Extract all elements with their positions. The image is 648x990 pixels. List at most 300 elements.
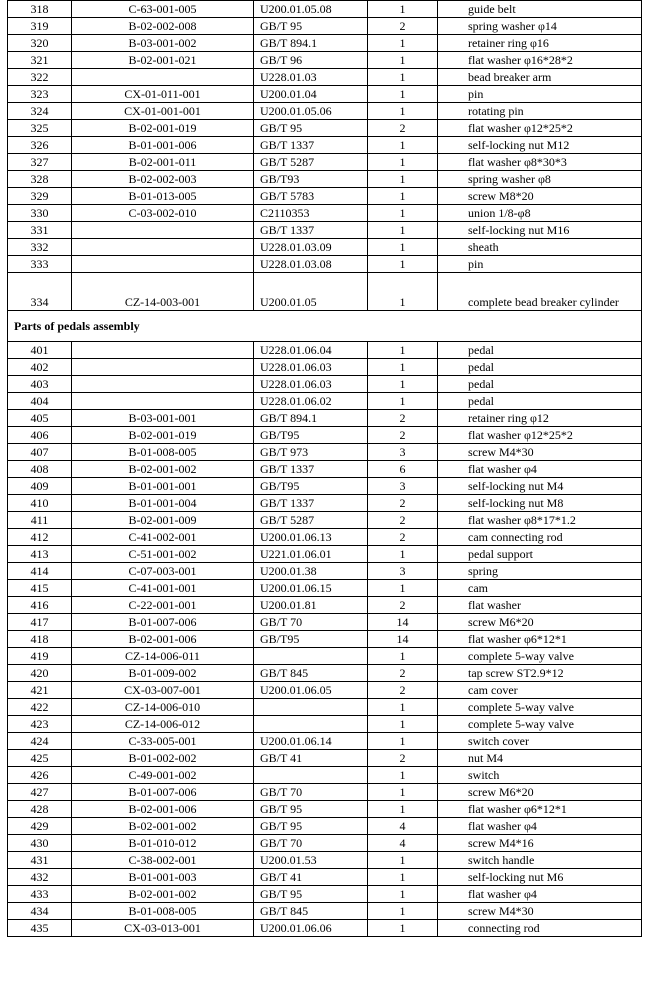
table-row — [8, 529, 642, 546]
cell-quantity: 1 — [368, 256, 438, 273]
table-row — [8, 920, 642, 937]
cell-description: retainer ring φ16 — [438, 35, 642, 52]
table-row — [8, 461, 642, 478]
cell-item-number: 424 — [8, 733, 72, 750]
cell-quantity: 1 — [368, 171, 438, 188]
cell-item-number: 411 — [8, 512, 72, 529]
cell-description: screw M4*30 — [438, 444, 642, 461]
table-row — [8, 682, 642, 699]
cell-item-number: 417 — [8, 614, 72, 631]
cell-part-code: B-02-001-006 — [72, 801, 254, 818]
cell-description: flat washer φ8*17*1.2 — [438, 512, 642, 529]
cell-standard-code: GB/T95 — [254, 427, 368, 444]
cell-item-number: 414 — [8, 563, 72, 580]
cell-quantity: 1 — [368, 869, 438, 886]
cell-description: switch — [438, 767, 642, 784]
cell-standard-code: U221.01.06.01 — [254, 546, 368, 563]
cell-part-code: CX-03-007-001 — [72, 682, 254, 699]
cell-quantity: 1 — [368, 69, 438, 86]
cell-standard-code: GB/T 894.1 — [254, 410, 368, 427]
cell-part-code: B-01-010-012 — [72, 835, 254, 852]
cell-description: pedal — [438, 359, 642, 376]
cell-standard-code: U228.01.03 — [254, 69, 368, 86]
cell-part-code: C-41-001-001 — [72, 580, 254, 597]
cell-standard-code: U200.01.53 — [254, 852, 368, 869]
cell-quantity: 2 — [368, 427, 438, 444]
cell-quantity: 3 — [368, 563, 438, 580]
cell-item-number: 322 — [8, 69, 72, 86]
cell-description: spring washer φ14 — [438, 18, 642, 35]
cell-quantity: 1 — [368, 222, 438, 239]
cell-part-code: C-41-002-001 — [72, 529, 254, 546]
table-row — [8, 835, 642, 852]
cell-description: complete 5-way valve — [438, 699, 642, 716]
cell-part-code: B-01-007-006 — [72, 784, 254, 801]
cell-standard-code: GB/T 973 — [254, 444, 368, 461]
table-row — [8, 273, 642, 311]
table-row — [8, 86, 642, 103]
cell-description: cam connecting rod — [438, 529, 642, 546]
table-row — [8, 665, 642, 682]
cell-part-code — [72, 376, 254, 393]
cell-quantity: 1 — [368, 35, 438, 52]
cell-quantity: 1 — [368, 342, 438, 359]
cell-quantity: 1 — [368, 137, 438, 154]
cell-item-number: 330 — [8, 205, 72, 222]
cell-description: retainer ring φ12 — [438, 410, 642, 427]
table-row — [8, 495, 642, 512]
cell-item-number: 408 — [8, 461, 72, 478]
table-row — [8, 444, 642, 461]
table-row — [8, 767, 642, 784]
cell-standard-code: U200.01.06.06 — [254, 920, 368, 937]
cell-quantity: 6 — [368, 461, 438, 478]
cell-quantity: 4 — [368, 818, 438, 835]
cell-item-number: 435 — [8, 920, 72, 937]
cell-part-code: B-01-013-005 — [72, 188, 254, 205]
cell-part-code: B-01-001-004 — [72, 495, 254, 512]
cell-quantity: 1 — [368, 103, 438, 120]
cell-item-number: 319 — [8, 18, 72, 35]
table-row — [8, 342, 642, 359]
table-row — [8, 478, 642, 495]
cell-standard-code: U200.01.06.13 — [254, 529, 368, 546]
cell-item-number: 423 — [8, 716, 72, 733]
cell-description: pedal — [438, 376, 642, 393]
cell-standard-code: GB/T 5783 — [254, 188, 368, 205]
table-row — [8, 648, 642, 665]
cell-item-number: 427 — [8, 784, 72, 801]
cell-item-number: 406 — [8, 427, 72, 444]
cell-description: complete 5-way valve — [438, 648, 642, 665]
cell-item-number: 434 — [8, 903, 72, 920]
cell-item-number: 318 — [8, 1, 72, 18]
cell-quantity: 1 — [368, 205, 438, 222]
cell-standard-code: U228.01.06.04 — [254, 342, 368, 359]
section-heading-row — [8, 311, 642, 342]
cell-item-number: 320 — [8, 35, 72, 52]
cell-description: screw M4*16 — [438, 835, 642, 852]
table-row — [8, 256, 642, 273]
cell-part-code: CX-03-013-001 — [72, 920, 254, 937]
cell-part-code: B-02-001-021 — [72, 52, 254, 69]
cell-item-number: 432 — [8, 869, 72, 886]
parts-table — [7, 0, 642, 937]
cell-standard-code: GB/T 41 — [254, 750, 368, 767]
cell-item-number: 324 — [8, 103, 72, 120]
cell-description: pin — [438, 256, 642, 273]
table-row — [8, 410, 642, 427]
table-row — [8, 733, 642, 750]
cell-part-code: B-02-001-011 — [72, 154, 254, 171]
cell-description: screw M6*20 — [438, 614, 642, 631]
cell-part-code: C-33-005-001 — [72, 733, 254, 750]
cell-part-code: B-01-001-001 — [72, 478, 254, 495]
cell-part-code: C-22-001-001 — [72, 597, 254, 614]
section-heading: Parts of pedals assembly — [8, 311, 642, 342]
cell-quantity: 1 — [368, 699, 438, 716]
parts-table-body — [8, 1, 642, 937]
cell-description: flat washer — [438, 597, 642, 614]
table-row — [8, 869, 642, 886]
cell-description: pedal — [438, 342, 642, 359]
cell-quantity: 1 — [368, 920, 438, 937]
cell-item-number: 426 — [8, 767, 72, 784]
cell-description: spring washer φ8 — [438, 171, 642, 188]
cell-quantity: 1 — [368, 154, 438, 171]
cell-description: flat washer φ4 — [438, 461, 642, 478]
cell-standard-code: GB/T 70 — [254, 784, 368, 801]
table-row — [8, 903, 642, 920]
cell-standard-code: C2110353 — [254, 205, 368, 222]
cell-item-number: 420 — [8, 665, 72, 682]
table-row — [8, 103, 642, 120]
cell-part-code: B-01-008-005 — [72, 903, 254, 920]
cell-part-code: B-01-002-002 — [72, 750, 254, 767]
table-row — [8, 120, 642, 137]
cell-description: self-locking nut M12 — [438, 137, 642, 154]
cell-quantity: 1 — [368, 376, 438, 393]
cell-item-number: 413 — [8, 546, 72, 563]
cell-standard-code: U200.01.06.15 — [254, 580, 368, 597]
table-row — [8, 1, 642, 18]
cell-quantity: 1 — [368, 188, 438, 205]
cell-quantity: 1 — [368, 359, 438, 376]
cell-item-number: 412 — [8, 529, 72, 546]
cell-quantity: 3 — [368, 444, 438, 461]
cell-description: flat washer φ8*30*3 — [438, 154, 642, 171]
table-row — [8, 222, 642, 239]
cell-description: pedal support — [438, 546, 642, 563]
cell-standard-code: U228.01.06.02 — [254, 393, 368, 410]
table-row — [8, 512, 642, 529]
cell-item-number: 326 — [8, 137, 72, 154]
cell-quantity: 2 — [368, 750, 438, 767]
cell-standard-code: GB/T 5287 — [254, 512, 368, 529]
cell-standard-code: U200.01.38 — [254, 563, 368, 580]
cell-item-number: 425 — [8, 750, 72, 767]
cell-standard-code — [254, 648, 368, 665]
cell-standard-code: U200.01.06.05 — [254, 682, 368, 699]
cell-item-number: 404 — [8, 393, 72, 410]
cell-description: pedal — [438, 393, 642, 410]
cell-standard-code: GB/T 95 — [254, 801, 368, 818]
cell-part-code — [72, 359, 254, 376]
cell-item-number: 402 — [8, 359, 72, 376]
cell-description: sheath — [438, 239, 642, 256]
cell-quantity: 1 — [368, 648, 438, 665]
cell-quantity: 1 — [368, 52, 438, 69]
cell-standard-code: U228.01.06.03 — [254, 376, 368, 393]
cell-part-code: B-01-001-006 — [72, 137, 254, 154]
cell-part-code — [72, 222, 254, 239]
cell-part-code — [72, 342, 254, 359]
cell-part-code — [72, 69, 254, 86]
table-row — [8, 716, 642, 733]
cell-item-number: 429 — [8, 818, 72, 835]
cell-quantity: 2 — [368, 120, 438, 137]
cell-standard-code: U228.01.03.09 — [254, 239, 368, 256]
cell-item-number: 323 — [8, 86, 72, 103]
cell-quantity: 2 — [368, 665, 438, 682]
cell-part-code: C-51-001-002 — [72, 546, 254, 563]
cell-description: pin — [438, 86, 642, 103]
cell-description: self-locking nut M4 — [438, 478, 642, 495]
cell-part-code: B-03-001-001 — [72, 410, 254, 427]
table-row — [8, 699, 642, 716]
cell-quantity: 1 — [368, 546, 438, 563]
cell-item-number: 327 — [8, 154, 72, 171]
cell-standard-code: GB/T 95 — [254, 818, 368, 835]
cell-standard-code: GB/T 95 — [254, 18, 368, 35]
table-row — [8, 750, 642, 767]
table-row — [8, 137, 642, 154]
cell-part-code: B-02-001-019 — [72, 427, 254, 444]
table-row — [8, 171, 642, 188]
cell-quantity: 1 — [368, 784, 438, 801]
cell-item-number: 333 — [8, 256, 72, 273]
cell-standard-code: GB/T 1337 — [254, 495, 368, 512]
cell-quantity: 2 — [368, 529, 438, 546]
cell-description: flat washer φ12*25*2 — [438, 427, 642, 444]
cell-description: tap screw ST2.9*12 — [438, 665, 642, 682]
cell-quantity: 2 — [368, 495, 438, 512]
cell-quantity: 1 — [368, 273, 438, 311]
cell-quantity: 1 — [368, 716, 438, 733]
cell-description: union 1/8-φ8 — [438, 205, 642, 222]
cell-part-code: B-02-001-009 — [72, 512, 254, 529]
cell-item-number: 407 — [8, 444, 72, 461]
cell-standard-code: GB/T 845 — [254, 903, 368, 920]
cell-item-number: 422 — [8, 699, 72, 716]
cell-part-code: B-02-001-019 — [72, 120, 254, 137]
cell-description: flat washer φ4 — [438, 886, 642, 903]
cell-item-number: 329 — [8, 188, 72, 205]
cell-standard-code: U200.01.06.14 — [254, 733, 368, 750]
cell-standard-code: GB/T 1337 — [254, 461, 368, 478]
cell-standard-code: GB/T 70 — [254, 614, 368, 631]
table-row — [8, 376, 642, 393]
cell-part-code — [72, 239, 254, 256]
cell-standard-code: GB/T93 — [254, 171, 368, 188]
cell-quantity: 2 — [368, 512, 438, 529]
cell-standard-code — [254, 699, 368, 716]
cell-item-number: 419 — [8, 648, 72, 665]
cell-standard-code: GB/T95 — [254, 478, 368, 495]
cell-part-code: CX-01-001-001 — [72, 103, 254, 120]
table-row — [8, 886, 642, 903]
cell-standard-code: U200.01.05 — [254, 273, 368, 311]
cell-item-number: 421 — [8, 682, 72, 699]
cell-description: complete 5-way valve — [438, 716, 642, 733]
cell-part-code: C-38-002-001 — [72, 852, 254, 869]
cell-item-number: 410 — [8, 495, 72, 512]
cell-part-code: B-01-009-002 — [72, 665, 254, 682]
cell-description: flat washer φ16*28*2 — [438, 52, 642, 69]
cell-item-number: 332 — [8, 239, 72, 256]
table-row — [8, 52, 642, 69]
cell-quantity: 1 — [368, 886, 438, 903]
cell-standard-code: GB/T 845 — [254, 665, 368, 682]
cell-item-number: 325 — [8, 120, 72, 137]
table-row — [8, 563, 642, 580]
cell-part-code: B-01-007-006 — [72, 614, 254, 631]
cell-description: rotating pin — [438, 103, 642, 120]
table-row — [8, 852, 642, 869]
cell-part-code: B-03-001-002 — [72, 35, 254, 52]
cell-description: nut M4 — [438, 750, 642, 767]
cell-standard-code: GB/T 70 — [254, 835, 368, 852]
cell-part-code: B-02-001-002 — [72, 461, 254, 478]
cell-part-code: CZ-14-006-011 — [72, 648, 254, 665]
cell-part-code: CZ-14-006-010 — [72, 699, 254, 716]
cell-quantity: 1 — [368, 580, 438, 597]
table-row — [8, 359, 642, 376]
cell-description: self-locking nut M16 — [438, 222, 642, 239]
cell-quantity: 4 — [368, 835, 438, 852]
cell-part-code: B-02-002-008 — [72, 18, 254, 35]
table-row — [8, 239, 642, 256]
cell-description: guide belt — [438, 1, 642, 18]
cell-quantity: 14 — [368, 631, 438, 648]
cell-quantity: 1 — [368, 801, 438, 818]
table-row — [8, 393, 642, 410]
table-row — [8, 154, 642, 171]
parts-list-document — [7, 0, 641, 937]
cell-standard-code: GB/T95 — [254, 631, 368, 648]
cell-description: screw M6*20 — [438, 784, 642, 801]
table-row — [8, 427, 642, 444]
cell-description: bead breaker arm — [438, 69, 642, 86]
cell-description: screw M4*30 — [438, 903, 642, 920]
cell-item-number: 428 — [8, 801, 72, 818]
table-row — [8, 631, 642, 648]
cell-quantity: 2 — [368, 410, 438, 427]
table-row — [8, 597, 642, 614]
cell-part-code: B-01-008-005 — [72, 444, 254, 461]
cell-standard-code: GB/T 95 — [254, 886, 368, 903]
cell-description: screw M8*20 — [438, 188, 642, 205]
cell-item-number: 401 — [8, 342, 72, 359]
cell-item-number: 409 — [8, 478, 72, 495]
cell-standard-code: U200.01.05.06 — [254, 103, 368, 120]
cell-item-number: 415 — [8, 580, 72, 597]
cell-description: cam — [438, 580, 642, 597]
cell-quantity: 1 — [368, 852, 438, 869]
cell-description: self-locking nut M6 — [438, 869, 642, 886]
table-row — [8, 205, 642, 222]
cell-quantity: 2 — [368, 682, 438, 699]
cell-part-code: CZ-14-003-001 — [72, 273, 254, 311]
cell-part-code: B-02-001-006 — [72, 631, 254, 648]
cell-quantity: 3 — [368, 478, 438, 495]
cell-quantity: 1 — [368, 239, 438, 256]
cell-part-code: B-02-001-002 — [72, 818, 254, 835]
cell-part-code: C-63-001-005 — [72, 1, 254, 18]
cell-item-number: 328 — [8, 171, 72, 188]
cell-description: switch handle — [438, 852, 642, 869]
cell-description: cam cover — [438, 682, 642, 699]
table-row — [8, 614, 642, 631]
cell-description: flat washer φ4 — [438, 818, 642, 835]
table-row — [8, 818, 642, 835]
cell-standard-code: U228.01.06.03 — [254, 359, 368, 376]
cell-quantity: 1 — [368, 1, 438, 18]
cell-standard-code: GB/T 1337 — [254, 222, 368, 239]
cell-standard-code: U228.01.03.08 — [254, 256, 368, 273]
cell-description: flat washer φ12*25*2 — [438, 120, 642, 137]
cell-description: switch cover — [438, 733, 642, 750]
cell-standard-code — [254, 716, 368, 733]
cell-description: spring — [438, 563, 642, 580]
cell-part-code: B-01-001-003 — [72, 869, 254, 886]
cell-standard-code: U200.01.81 — [254, 597, 368, 614]
cell-standard-code: GB/T 95 — [254, 120, 368, 137]
cell-item-number: 431 — [8, 852, 72, 869]
cell-item-number: 416 — [8, 597, 72, 614]
cell-standard-code: GB/T 96 — [254, 52, 368, 69]
cell-quantity: 1 — [368, 767, 438, 784]
cell-part-code: C-07-003-001 — [72, 563, 254, 580]
cell-part-code — [72, 393, 254, 410]
cell-part-code: B-02-001-002 — [72, 886, 254, 903]
table-row — [8, 546, 642, 563]
cell-quantity: 14 — [368, 614, 438, 631]
cell-quantity: 1 — [368, 733, 438, 750]
cell-quantity: 1 — [368, 903, 438, 920]
table-row — [8, 580, 642, 597]
cell-description: flat washer φ6*12*1 — [438, 631, 642, 648]
cell-description: complete bead breaker cylinder — [438, 273, 642, 311]
table-row — [8, 188, 642, 205]
cell-part-code: C-49-001-002 — [72, 767, 254, 784]
cell-item-number: 405 — [8, 410, 72, 427]
cell-quantity: 1 — [368, 393, 438, 410]
cell-part-code: B-02-002-003 — [72, 171, 254, 188]
cell-item-number: 331 — [8, 222, 72, 239]
cell-description: flat washer φ6*12*1 — [438, 801, 642, 818]
cell-quantity: 2 — [368, 18, 438, 35]
cell-description: self-locking nut M8 — [438, 495, 642, 512]
cell-standard-code: GB/T 41 — [254, 869, 368, 886]
cell-standard-code: GB/T 5287 — [254, 154, 368, 171]
cell-part-code — [72, 256, 254, 273]
table-row — [8, 18, 642, 35]
cell-standard-code: GB/T 894.1 — [254, 35, 368, 52]
cell-item-number: 418 — [8, 631, 72, 648]
cell-description: connecting rod — [438, 920, 642, 937]
cell-item-number: 403 — [8, 376, 72, 393]
